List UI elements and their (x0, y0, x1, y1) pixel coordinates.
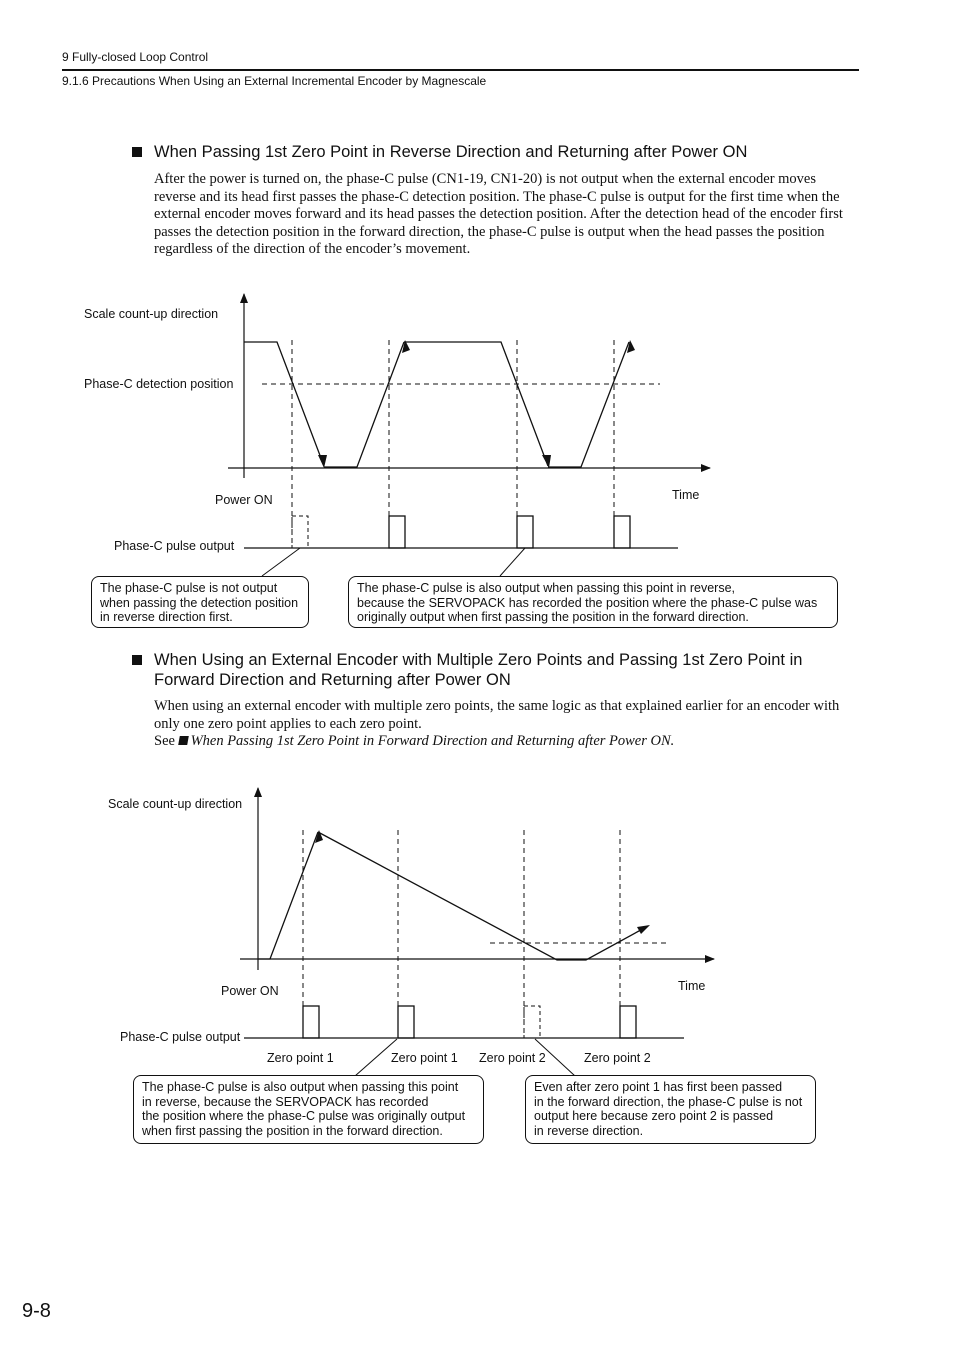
diagram2-timing-chart (0, 780, 954, 1080)
section2-paragraph-text: When using an external encoder with multiple zero points, the same logic as that explained earlier for an encoder with only one zero point applies to each zero point. (154, 698, 840, 732)
see-reference-link[interactable]: When Passing 1st Zero Point in Forward Direction and Returning after Power ON. (190, 733, 675, 749)
callout-line: Even after zero point 1 has first been passed (534, 1080, 783, 1094)
d1-callout-right (348, 576, 838, 628)
page-number: 9-8 (22, 1300, 51, 1322)
d2-label-power-on: Power ON (221, 984, 279, 998)
d2-callout-left (133, 1075, 484, 1144)
see-prefix: See (154, 733, 175, 749)
d2-pulse (620, 1006, 636, 1038)
callout-line: when passing the detection position (100, 595, 299, 610)
bullet-square-icon (132, 655, 142, 665)
d1-label-pulse-output: Phase-C pulse output (114, 539, 235, 553)
callout-line: The phase-C pulse is also output when passing this point in reverse, (357, 581, 735, 595)
d1-pulse (517, 516, 533, 548)
d2-label-time: Time (678, 979, 706, 993)
section1-paragraph-text: After the power is turned on, the phase-C pulse (CN1-19, CN1-20) is not output when the external encoder moves reverse and its head first passes the phase-C detection position. The phase-C pulse is output for the first time when the external encoder moves forward and its head passes the detection position. After the detection head of the encoder first passes the detection position in the forward direction, the phase-C pulse is output when the head passes the position regardless of the direction of the encoder’s movement. (154, 171, 843, 257)
callout-line: originally output when first passing the position in the forward direction. (357, 610, 749, 624)
callout-line: when first passing the position in the forward direction. (142, 1123, 443, 1138)
callout-line: the position where the phase-C pulse was originally output (142, 1109, 466, 1123)
bullet-square-icon (132, 147, 142, 157)
section2-heading-line1: When Using an External Encoder with Multiple Zero Points and Passing 1st Zero Point in (154, 651, 803, 669)
d2-pulse-absent (524, 1006, 540, 1038)
section-header: 9.1.6 Precautions When Using an External Incremental Encoder by Magnescale (62, 74, 487, 88)
callout-line: in reverse, because the SERVOPACK has recorded (142, 1094, 429, 1109)
section2-heading-line2: Forward Direction and Returning after Power ON (154, 671, 511, 689)
d2-zero-label: Zero point 2 (479, 1051, 546, 1065)
d1-callout-left (91, 576, 309, 628)
d1-label-detection: Phase-C detection position (84, 377, 234, 391)
section1-heading (154, 142, 854, 162)
d2-position-trace (258, 832, 648, 960)
d2-marker-lines (303, 830, 620, 1038)
section2-heading (154, 650, 854, 690)
callout-line: in reverse direction. (534, 1123, 644, 1138)
d1-callout-pointer-left (262, 548, 300, 576)
chapter-header: 9 Fully-closed Loop Control (62, 50, 209, 64)
header-rule (62, 69, 859, 71)
callout-line: in reverse direction first. (100, 610, 233, 624)
reference-square-icon (178, 736, 189, 745)
d1-callout-pointer-right (500, 548, 525, 576)
callout-line: in the forward direction, the phase-C pulse is not (534, 1094, 803, 1109)
d1-label-time: Time (672, 488, 700, 502)
section1-paragraph (154, 171, 859, 259)
callout-line: output here because zero point 2 is passed (534, 1109, 774, 1123)
d2-pulse (398, 1006, 414, 1038)
d2-callout-right (525, 1075, 816, 1144)
section2-see-reference (154, 733, 844, 751)
d1-marker-lines (292, 340, 614, 548)
d1-label-scale-up: Scale count-up direction (84, 307, 219, 321)
d2-zero-label: Zero point 1 (391, 1051, 458, 1065)
d1-label-power-on: Power ON (215, 493, 273, 507)
callout-line: The phase-C pulse is also output when passing this point (142, 1080, 459, 1094)
callout-line: because the SERVOPACK has recorded the position where the phase-C pulse was (357, 595, 818, 610)
callout-line: The phase-C pulse is not output (100, 581, 278, 595)
d1-pulse-absent (292, 516, 308, 548)
d2-label-pulse-output: Phase-C pulse output (120, 1030, 241, 1044)
d2-label-scale-up: Scale count-up direction (108, 797, 243, 811)
d1-position-trace (244, 342, 629, 467)
d2-zero-label: Zero point 1 (267, 1051, 334, 1065)
d1-pulse (389, 516, 405, 548)
d1-pulse (614, 516, 630, 548)
section1-heading-text: When Passing 1st Zero Point in Reverse Direction and Returning after Power ON (154, 143, 748, 161)
d2-trace-arrowheads (315, 830, 650, 934)
section2-paragraph (154, 698, 844, 751)
d2-pulse (303, 1006, 319, 1038)
d2-zero-label: Zero point 2 (584, 1051, 651, 1065)
